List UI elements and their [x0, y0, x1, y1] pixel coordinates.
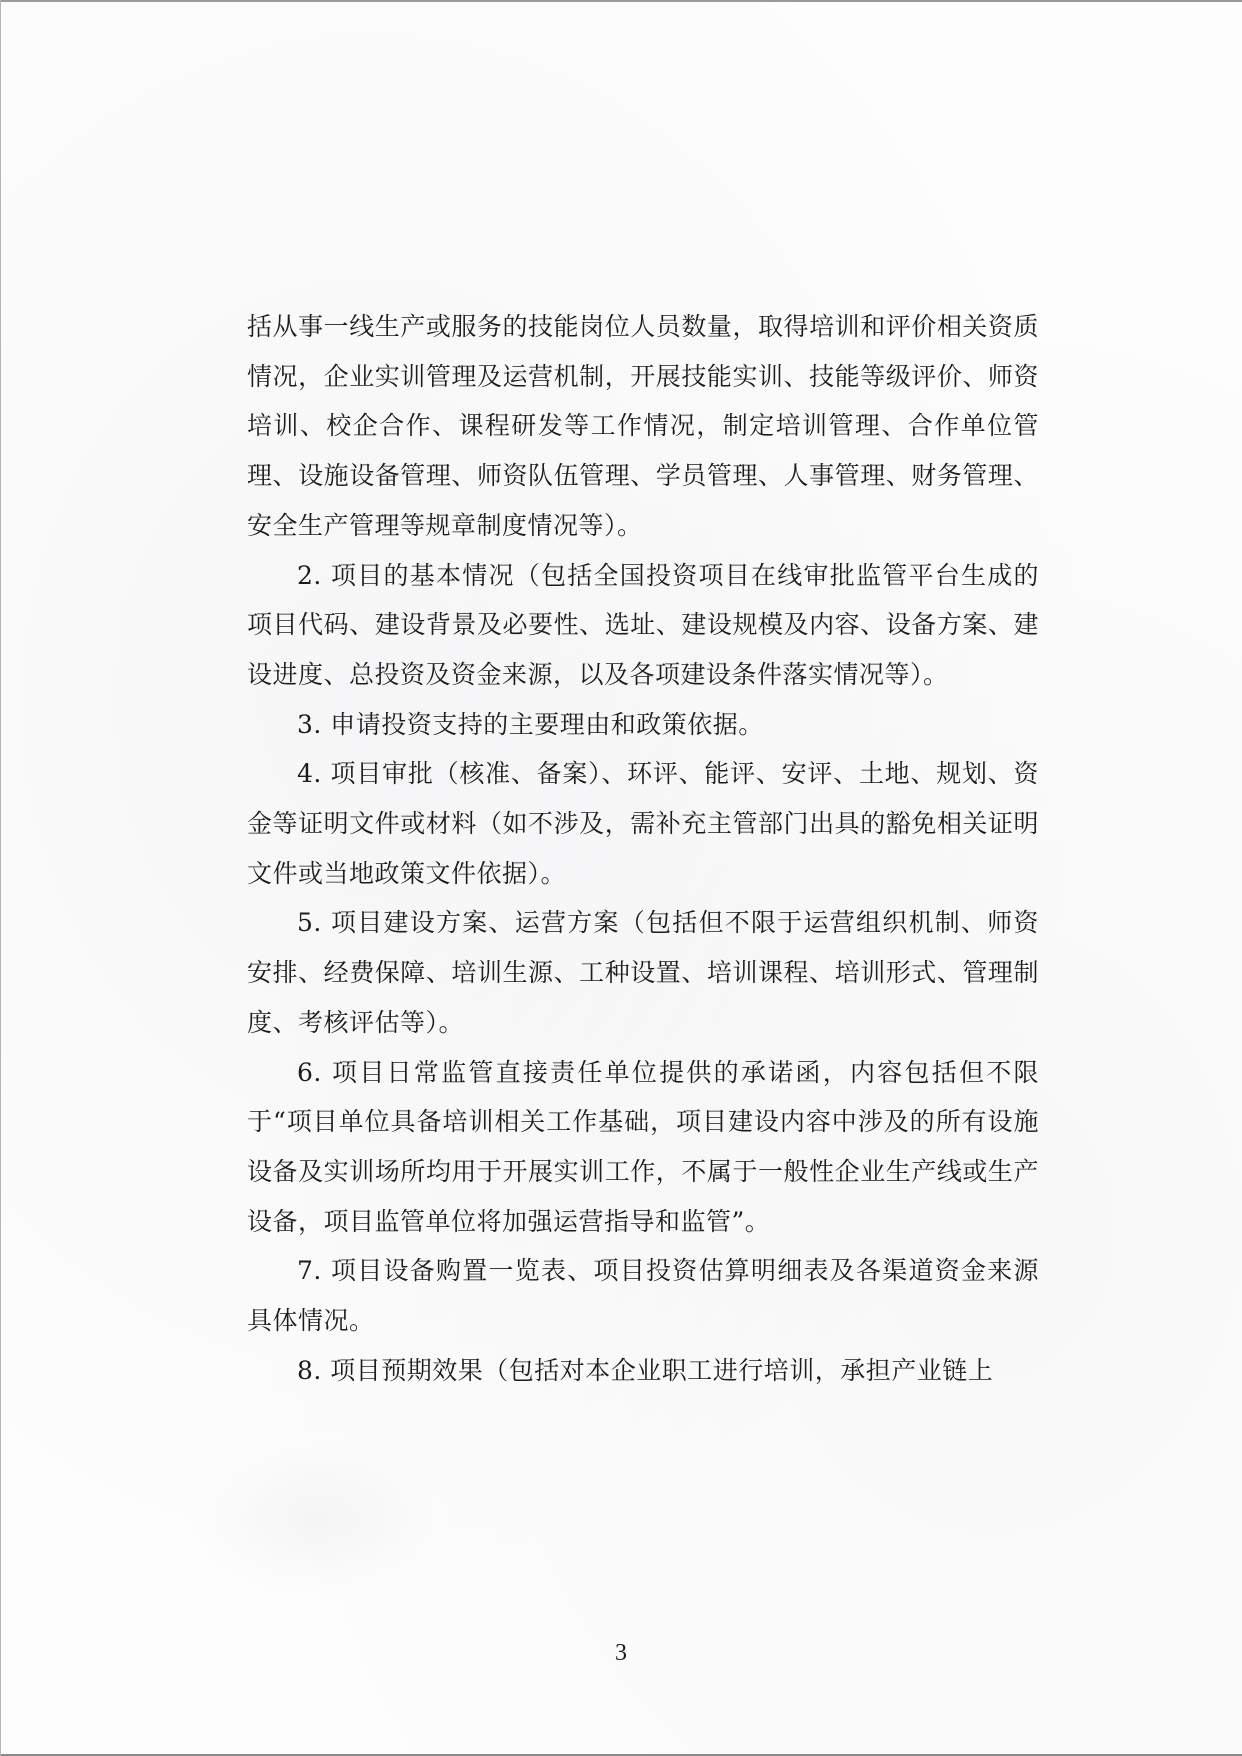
paragraph-item-6: 6. 项目日常监管直接责任单位提供的承诺函，内容包括但不限于“项目单位具备培训相关工作基础，项目建设内容中涉及的所有设施设备及实训场所均用于开展实训工作，不属于一般性企业生产线或生产设备，项目监管单位将加强运营指导和监管”。 [247, 1057, 1039, 1236]
paragraph-item-8: 8. 项目预期效果（包括对本企业职工进行培训，承担产业链上 [297, 1355, 994, 1385]
paragraph-item-2: 2. 项目的基本情况（包括全国投资项目在线审批监管平台生成的项目代码、建设背景及必要性、选址、建设规模及内容、设备方案、建设进度、总投资及资金来源，以及各项建设条件落实情况等）。 [247, 560, 1039, 689]
paragraph-item-3: 3. 申请投资支持的主要理由和政策依据。 [297, 709, 764, 739]
document-body [247, 302, 1039, 1395]
paragraph-item-4: 4. 项目审批（核准、备案）、环评、能评、安评、土地、规划、资金等证明文件或材料（如不涉及，需补充主管部门出具的豁免相关证明文件或当地政策文件依据）。 [247, 759, 1039, 888]
paragraph-item-5: 5. 项目建设方案、运营方案（包括但不限于运营组织机制、师资安排、经费保障、培训生源、工种设置、培训课程、培训形式、管理制度、考核评估等）。 [247, 908, 1039, 1037]
page-number: 3 [615, 1640, 627, 1666]
scan-edge-left [0, 0, 1, 1756]
paragraph-item-7: 7. 项目设备购置一览表、项目投资估算明细表及各渠道资金来源具体情况。 [247, 1256, 1039, 1336]
scan-smudge [190, 1440, 440, 1600]
scan-edge-top [0, 0, 1242, 2]
paragraph-continuation: 括从事一线生产或服务的技能岗位人员数量，取得培训和评价相关资质情况，企业实训管理及运营机制，开展技能实训、技能等级评价、师资培训、校企合作、课程研发等工作情况，制定培训管理、合作单位管理、设施设备管理、师资队伍管理、学员管理、人事管理、财务管理、安全生产管理等规章制度情况等）。 [247, 312, 1039, 540]
